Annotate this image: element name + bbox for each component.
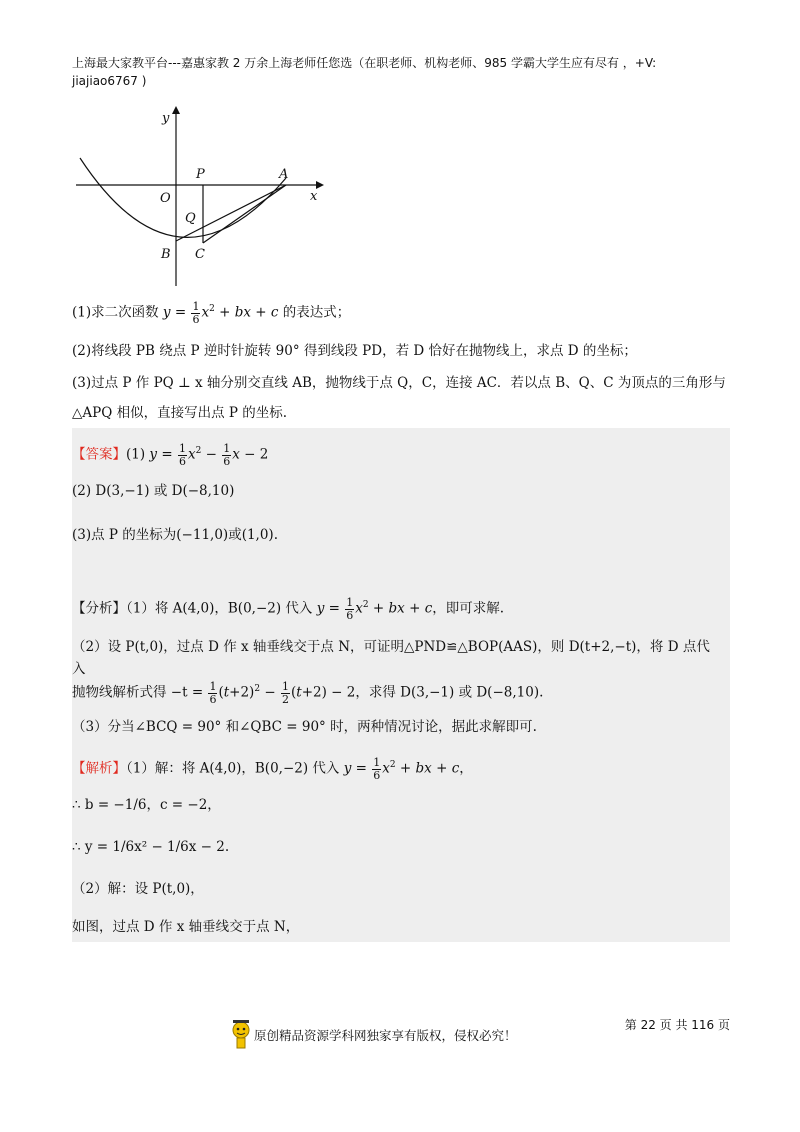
label-a: A: [279, 167, 289, 182]
page-number: 第 22 页 共 116 页: [624, 1018, 730, 1032]
label-p: P: [196, 167, 205, 182]
question-3-line-2: △APQ 相似，直接写出点 P 的坐标.: [72, 405, 288, 421]
answer-3: (3)点 P 的坐标为(−11,0)或(1,0).: [72, 527, 278, 543]
question-1: (1)求二次函数 y = $\frac{1}{6}$ $x^2$ + bx + c 的表达式；: [72, 299, 351, 326]
mascot-icon: [230, 1018, 252, 1050]
header-line-1: 上海最大家教平台---嘉惠家教 2 万余上海老师任您选（在职老师、机构老师、985 学霸大学生应有尽有 ，+V:: [72, 56, 657, 70]
fraction-1-6: $\frac{1}{6}$: [192, 299, 200, 326]
page-header: [72, 54, 732, 90]
label-c: C: [195, 247, 205, 262]
answer-2: (2) D(3,−1) 或 D(−8,10): [72, 483, 235, 499]
analysis-1: 【分析】（1）将 A(4,0)，B(0,−2) 代入 y = $\frac{1}{6}$ $x^2$ + bx + c，即可求解.: [72, 595, 505, 622]
analysis-2-line-2: 抛物线解析式得 −t = $\frac{1}{6}$ $(t+2)^2$ − $\frac{1}{2}$ (t+2) − 2，求得 D(3,−1) 或 D(−8,10).: [72, 679, 544, 706]
x-axis-arrow: [316, 181, 324, 189]
analysis-2-line-1: （2）设 P(t,0)，过点 D 作 x 轴垂线交于点 N，可证明△PND≌△BOP(AAS)，则 D(t+2,−t)，将 D 点代入: [72, 639, 710, 677]
label-y: y: [162, 111, 170, 126]
parabola-curve: [80, 158, 289, 237]
question-3-line-1: (3)过点 P 作 PQ ⊥ x 轴分别交直线 AB，抛物线于点 Q，C，连接 AC．若以点 B、Q、C 为顶点的三角形与: [72, 375, 726, 391]
label-b: B: [161, 247, 171, 262]
label-o: O: [160, 191, 171, 206]
segment-ac: [203, 185, 286, 243]
solution-5: 如图，过点 D 作 x 轴垂线交于点 N，: [72, 919, 300, 935]
page-footer: [230, 1016, 730, 1056]
y-axis-arrow: [172, 106, 180, 114]
label-q: Q: [185, 211, 196, 226]
solution-1: 【解析】（1）解：将 A(4,0)，B(0,−2) 代入 y = $\frac{1}{6}$ $x^2$ + bx + c，: [72, 755, 473, 782]
parabola-figure: [72, 106, 332, 286]
solution-4: （2）解：设 P(t,0)，: [72, 881, 204, 897]
header-line-2: jiajiao6767 ): [72, 74, 147, 88]
answer-1: 【答案】(1) y = $\frac{1}{6}$ $x^2$ − $\frac{1}{6}$ x − 2: [72, 441, 269, 468]
label-x: x: [310, 189, 318, 204]
solution-3: ∴ y = 1/6x² − 1/6x − 2.: [72, 839, 230, 855]
question-2: (2)将线段 PB 绕点 P 逆时针旋转 90° 得到线段 PD，若 D 恰好在抛物线上，求点 D 的坐标；: [72, 343, 637, 359]
copyright-text: 原创精品资源学科网独家享有版权，侵权必究！: [254, 1028, 517, 1043]
analysis-3: （3）分当∠BCQ = 90° 和∠QBC = 90° 时，两种情况讨论，据此求解即可.: [72, 719, 537, 735]
solution-2: ∴ b = −1/6，c = −2，: [72, 797, 221, 813]
